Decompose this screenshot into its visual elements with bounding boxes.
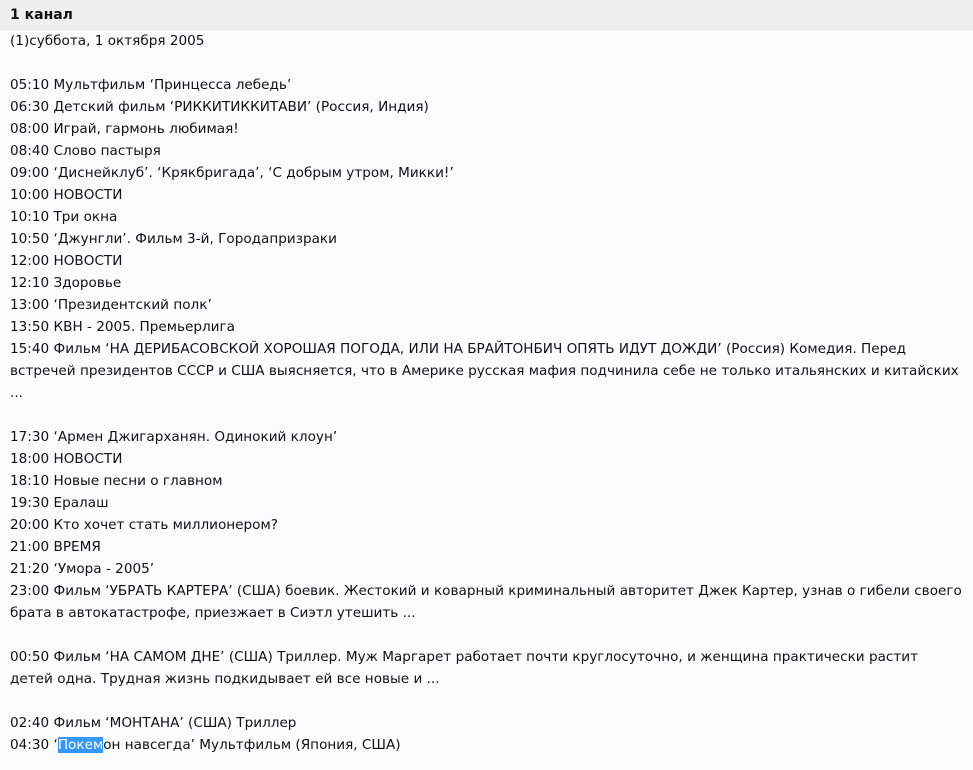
spacer — [10, 624, 963, 646]
schedule-item: 10:10 Три окна — [10, 209, 118, 225]
channel-title: 1 канал — [10, 6, 73, 23]
spacer — [10, 690, 963, 712]
schedule-item: 21:20 ‘Умора - 2005’ — [10, 561, 155, 577]
schedule-item-selected[interactable] — [10, 734, 963, 756]
schedule-item: 08:00 Играй, гармонь любимая! — [10, 121, 239, 137]
schedule-item: 13:00 ‘Президентский полк’ — [10, 297, 212, 313]
schedule-item: 00:50 Фильм ‘НА САМОМ ДНЕ’ (США) Триллер. Муж Маргарет работает почти круглосуточно, и женщина практически растит детей одна. Трудная жизнь подкидывает ей все новые и ... — [10, 649, 919, 687]
item-prefix: 04:30 ‘ — [10, 737, 58, 753]
schedule-item: 19:30 Ералаш — [10, 495, 109, 511]
schedule-date: (1)суббота, 1 октября 2005 — [10, 33, 205, 49]
channel-header — [0, 0, 973, 30]
schedule-content — [0, 30, 973, 756]
schedule-item: 17:30 ‘Армен Джигарханян. Одинокий клоун’ — [10, 429, 338, 445]
schedule-item: 13:50 КВН - 2005. Премьерлига — [10, 319, 235, 335]
text-selection[interactable]: Покем — [57, 737, 104, 753]
schedule-item: 10:50 ‘Джунгли’. Фильм 3-й, Городапризраки — [10, 231, 337, 247]
item-suffix: он навсегда’ Мультфильм (Япония, США) — [103, 737, 401, 753]
schedule-item: 12:10 Здоровье — [10, 275, 122, 291]
schedule-item: 12:00 НОВОСТИ — [10, 253, 123, 269]
schedule-item: 05:10 Мультфильм ‘Принцесса лебедь’ — [10, 77, 292, 93]
schedule-item: 02:40 Фильм ‘МОНТАНА’ (США) Триллер — [10, 715, 297, 731]
schedule-item: 08:40 Слово пастыря — [10, 143, 161, 159]
schedule-item: 18:00 НОВОСТИ — [10, 451, 123, 467]
schedule-item: 06:30 Детский фильм ‘РИККИТИККИТАВИ’ (Россия, Индия) — [10, 99, 429, 115]
schedule-item: 23:00 Фильм ‘УБРАТЬ КАРТЕРА’ (США) боевик. Жестокий и коварный криминальный авторитет Джек Картер, узнав о гибели своего брата в автокатастрофе, приезжает в Сиэтл утешить ... — [10, 583, 962, 621]
schedule-item: 18:10 Новые песни о главном — [10, 473, 223, 489]
schedule-item: 15:40 Фильм ‘НА ДЕРИБАСОВСКОЙ ХОРОШАЯ ПОГОДА, ИЛИ НА БРАЙТОНБИЧ ОПЯТЬ ИДУТ ДОЖДИ’ (Россия) Комедия. Перед встречей президентов СССР и США выясняется, что в Америке русская мафия подчинила себе не только итальянских и китайских ... — [10, 341, 959, 401]
schedule-item: 10:00 НОВОСТИ — [10, 187, 123, 203]
spacer — [10, 404, 963, 426]
spacer — [10, 52, 963, 74]
schedule-item: 20:00 Кто хочет стать миллионером? — [10, 517, 278, 533]
schedule-item: 21:00 ВРЕМЯ — [10, 539, 101, 555]
schedule-item: 09:00 ‘Диснейклуб’. ‘Крякбригада’, ‘С добрым утром, Микки!’ — [10, 165, 454, 181]
